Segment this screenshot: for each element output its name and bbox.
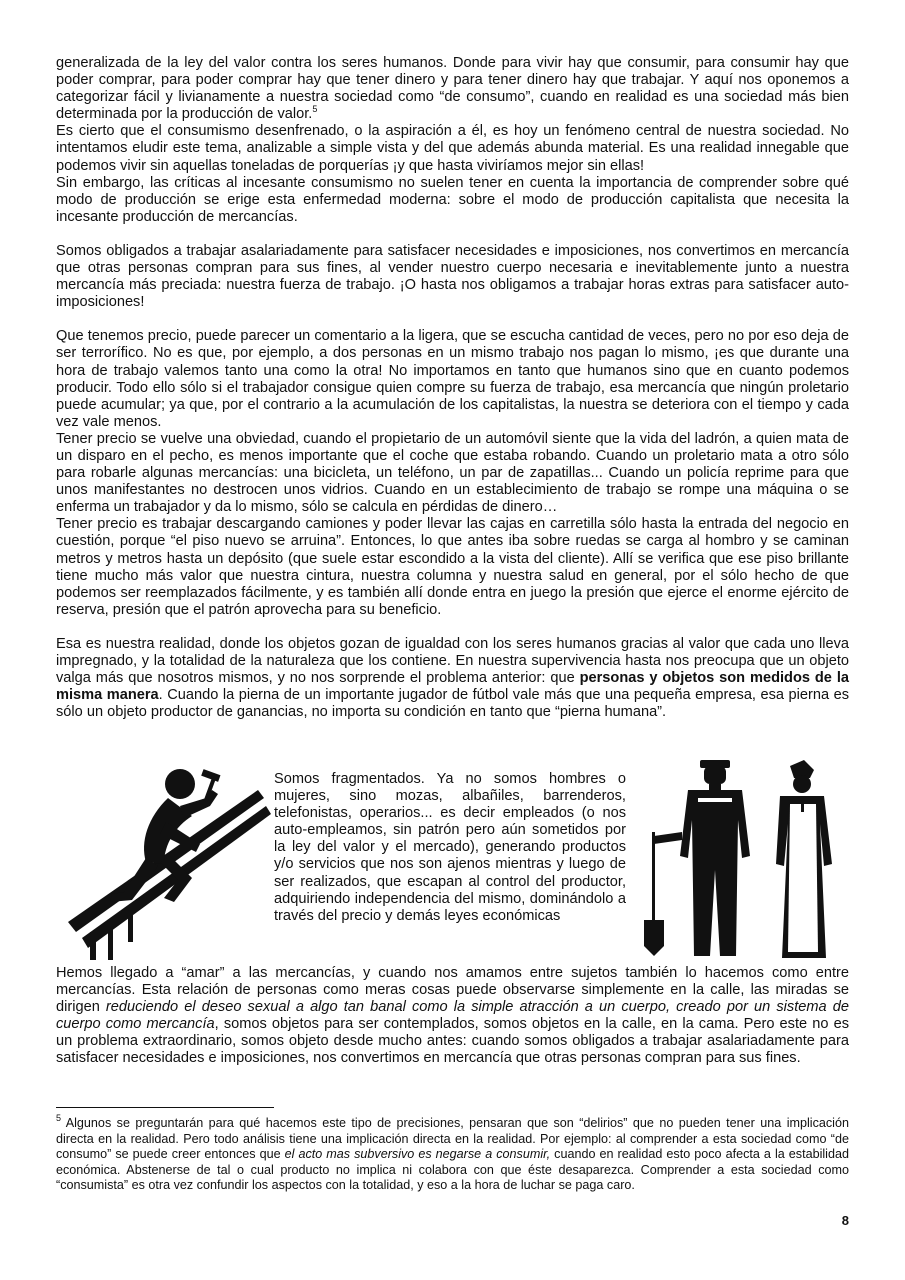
body-text-top	[56, 55, 849, 721]
italic-phrase: reduciendo el deseo sexual a algo tan banal como la simple atracción a un cuerpo, creado por un sistema de cuerpo como mercancía	[56, 999, 849, 1033]
paragraph: Que tenemos precio, puede parecer un comentario a la ligera, que se escucha cantidad de veces, pero no por eso deja de ser terrorífico. No es que, por ejemplo, a dos personas en un mismo trabajo nos pagan lo mismo, ¡es que durante una hora de trabajo valemos tanto una como la otra! No importamos en tanto que humanos sino que en cuanto podemos producir. Todo ello sólo si el trabajador consigue quien compre su fuerza de trabajo, esa mercancía que ningún proletario puede acumular; ya que, por el contrario a la acumulación de los capitalistas, la nuestra se deteriora con el tiempo y cada vez vale menos.	[56, 328, 849, 430]
paragraph: generalizada de la ley del valor contra los seres humanos. Donde para vivir hay que consumir, para consumir hay que poder comprar, para poder comprar hay que tener dinero y para tener dinero hay que trabajar. Y aquí nos oponemos a categorizar fácil y livianamente a nuestra sociedad como “de consumo”, cuando en realidad es una sociedad más bien determinada por la producción de valor.$^5$	[56, 55, 849, 123]
paragraph: Somos obligados a trabajar asalariadamente para satisfacer necesidades e imposiciones, nos convertimos en mercancía que otras personas compran para sus fines, al vender nuestro cuerpo necesaria e inevitablemente junto a nuestra mercancía más preciada: nuestra fuerza de trabajo. ¡O hasta nos obligamos a trabajar horas extras para satisfacer auto-imposiciones!	[56, 242, 849, 311]
paragraph: Esa es nuestra realidad, donde los objetos gozan de igualdad con los seres humanos gracias al valor que cada uno lleva impregnado, y la totalidad de la naturaleza que los contiene. En nuestra supervivencia hasta nos preocupa que un objeto valga más que nosotros mismos, y no nos sorprende el problema anterior: que personas y objetos son medidos de la misma manera. Cuando la pierna de un importante jugador de fútbol vale más que una pequeña empresa, esa pierna es sólo un objeto productor de ganancias, no importa su condición en tanto que “pierna humana”.	[56, 635, 849, 721]
paragraph: Sin embargo, las críticas al incesante consumismo no suelen tener en cuenta la importancia de comprender sobre qué modo de producción se erige esta enfermedad moderna: sobre el modo de producción capitalista que necesita la incesante producción de mercancías.	[56, 174, 849, 225]
body-text-bottom	[56, 965, 849, 1068]
page-number: 8	[841, 1213, 849, 1228]
figure-caption-text: Somos fragmentados. Ya no somos hombres o mujeres, sino mozas, albañiles, barrenderos, telefonistas, operarios... es decir empleados (o nos auto-empleamos, sin patrón pero aún sometidos por la ley del valor y el mercado), generando productos y/o servicios que nos son ajenos mientras y luego de ser realizados, que escapan al control del productor, adquiriendo independencia del mismo, dominándolo a través del precio y demás leyes económicas	[274, 771, 626, 924]
footnote-number: 5	[56, 1113, 62, 1123]
footnote-italic-phrase: el acto mas subversivo es negarse a consumir,	[284, 1147, 551, 1162]
footnote-separator	[56, 1107, 274, 1108]
paragraph: Tener precio es trabajar descargando camiones y poder llevar las cajas en carretilla sólo hasta la entrada del negocio en cuestión, porque “el piso nuevo se arruina”. Entonces, lo que antes iba sobre ruedas se carga al hombro y se caminan metros y metros hasta un depósito (que suele estar escondido a la vista del cliente). Allí se verifica que ese piso brillante tiene mucho más valor que nuestra cintura, nuestra columna y nuestra salud en general, por el sólo hecho de que podemos ser reemplazados fácilmente, y es también allí donde entra en juego la presión que ejerce el enorme ejército de reserva, presión que el patrón aprovecha para su beneficio.	[56, 516, 849, 618]
paragraph: Es cierto que el consumismo desenfrenado, o la aspiración a él, es hoy un fenómeno central de nuestra sociedad. No intentamos eludir este tema, analizable a simple vista y del que además abunda material. Es una realidad innegable que podemos vivir sin aquellas toneladas de porquerías ¡y que hasta viviríamos mejor sin ellas!	[56, 123, 849, 174]
roofer-worker-illustration	[68, 762, 273, 960]
footnote-reference[interactable]: 5	[312, 104, 318, 115]
figure-row	[56, 760, 849, 962]
bold-phrase: personas y objetos son medidos de la misma manera	[56, 670, 849, 704]
footnote: $^5$ Algunos se preguntarán para qué hacemos este tipo de precisiones, pensaran que son “delirios” que no pueden tener una implicación directa en la realidad. Pero todo análisis tiene una implicación directa en la realidad. Por ejemplo: al comprender a esta sociedad como “de consumo” se puede creer entonces que el acto mas subversivo es negarse a consumir, cuando en realidad esto poco afecta a la estabilidad económica. Abstenerse de tal o cual producto no implica ni colabora con que éste desaparezca. Comprender a esta sociedad como “consumista” es otra vez confundir los aspectos con la totalidad, y eso a la hora de luchar se paga caro.	[56, 1113, 849, 1193]
paragraph: Hemos llegado a “amar” a las mercancías, y cuando nos amamos entre sujetos también lo hacemos como entre mercancías. Esta relación de personas como meras cosas puede observarse simplemente en la calle, las miradas se dirigen reduciendo el deseo sexual a algo tan banal como la simple atracción a un cuerpo, creado por un sistema de cuerpo como mercancía, somos objetos para ser contemplados, somos objetos en la calle, en la cama. Pero este no es un problema extraordinario, somos objeto desde mucho antes: cuando somos obligados a trabajar asalariadamente para satisfacer necesidades e imposiciones, nos convertimos en mercancía que otras personas compran para sus fines.	[56, 965, 849, 1067]
worker-and-maid-illustration	[638, 760, 843, 960]
paragraph: Tener precio se vuelve una obviedad, cuando el propietario de un automóvil siente que la vida del ladrón, a quien mata de un disparo en el pecho, es menos importante que el coche que estaba robando. Cuando un proletario mata a otro sólo para robarle algunas mercancías: una bicicleta, un teléfono, un par de zapatillas... Cuando un policía reprime para que unos manifestantes no destrocen unos vidrios. Cuando en un establecimiento de trabajo se rompe una máquina o se enferma un trabajador y da lo mismo, sólo se calcula en pérdidas de dinero…	[56, 430, 849, 516]
